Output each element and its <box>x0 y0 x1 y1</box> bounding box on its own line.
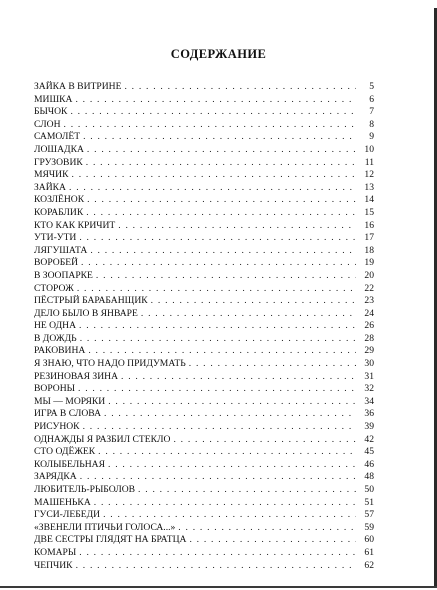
toc-entry-title: ЗАРЯДКА <box>34 471 77 483</box>
toc-entry-page-number: 61 <box>364 546 374 558</box>
toc-entry-page-number: 57 <box>364 509 374 521</box>
toc-entry <box>34 270 374 283</box>
toc-dot-leader <box>94 497 356 510</box>
toc-entry <box>34 182 374 195</box>
toc-entry <box>34 547 374 560</box>
toc-entry-title: МЯЧИК <box>34 169 69 181</box>
toc-entry <box>34 333 374 346</box>
toc-entry-title: СТО ОДЁЖЕК <box>34 446 96 458</box>
toc-entry-title: ДВЕ СЕСТРЫ ГЛЯДЯТ НА БРАТЦА <box>34 534 187 546</box>
toc-entry-page-number: 29 <box>364 345 374 357</box>
toc-dot-leader <box>108 459 356 472</box>
toc-dot-leader <box>151 295 356 308</box>
toc-entry-title: РИСУНОК <box>34 421 80 433</box>
toc-dot-leader <box>87 144 356 157</box>
toc-entry-title: ЗАЙКА <box>34 181 66 193</box>
toc-entry <box>34 81 374 94</box>
toc-entry-page-number: 36 <box>364 408 374 420</box>
toc-entry <box>34 446 374 459</box>
toc-dot-leader <box>103 509 356 522</box>
toc-entry-title: КОМАРЫ <box>34 546 77 558</box>
toc-entry <box>34 232 374 245</box>
toc-entry-title: РАКОВИНА <box>34 345 86 357</box>
toc-entry-title: ГРУЗОВИК <box>34 156 83 168</box>
toc-entry-title: МАШЕНЬКА <box>34 496 91 508</box>
toc-dot-leader <box>87 194 356 207</box>
toc-entry-title: ИГРА В СЛОВА <box>34 408 102 420</box>
toc-entry-title: ВОРОНЫ <box>34 383 76 395</box>
toc-entry-page-number: 46 <box>364 458 374 470</box>
toc-entry-page-number: 12 <box>364 169 374 181</box>
toc-dot-leader <box>76 560 356 573</box>
toc-entry-title: ЛЯГУШАТА <box>34 244 88 256</box>
toc-entry-page-number: 7 <box>369 106 374 118</box>
toc-dot-leader <box>96 270 356 283</box>
toc-entry <box>34 459 374 472</box>
toc-dot-leader <box>77 283 356 296</box>
toc-entry-title: РЕЗИНОВАЯ ЗИНА <box>34 370 119 382</box>
toc-entry-page-number: 59 <box>364 521 374 533</box>
toc-entry-title: ВОРОБЕЙ <box>34 257 79 269</box>
toc-entry <box>34 358 374 371</box>
toc-entry <box>34 434 374 447</box>
toc-entry-page-number: 51 <box>364 496 374 508</box>
toc-entry-title: «ЗВЕНЕЛИ ПТИЧЬИ ГОЛОСА...» <box>34 521 176 533</box>
page-edge-bottom <box>0 586 437 588</box>
toc-entry <box>34 131 374 144</box>
toc-dot-leader <box>121 371 356 384</box>
toc-entry <box>34 257 374 270</box>
toc-entry <box>34 320 374 333</box>
toc-entry <box>34 220 374 233</box>
toc-entry-title: Я ЗНАЮ, ЧТО НАДО ПРИДУМАТЬ <box>34 358 186 370</box>
toc-entry-title: ДЕЛО БЫЛО В ЯНВАРЕ <box>34 307 138 319</box>
toc-entry-page-number: 62 <box>364 559 374 571</box>
toc-entry-page-number: 16 <box>364 219 374 231</box>
table-of-contents <box>34 81 374 572</box>
toc-entry-title: СТОРОЖ <box>34 282 74 294</box>
toc-dot-leader <box>108 396 356 409</box>
toc-entry <box>34 169 374 182</box>
toc-entry-page-number: 50 <box>364 484 374 495</box>
toc-dot-leader <box>83 131 356 144</box>
toc-entry-page-number: 19 <box>364 257 374 269</box>
toc-entry <box>34 497 374 510</box>
toc-entry-title: МЫ — МОРЯКИ <box>34 395 106 407</box>
toc-entry <box>34 283 374 296</box>
toc-entry-title: БЫЧОК <box>34 106 68 118</box>
toc-entry-page-number: 26 <box>364 320 374 332</box>
toc-entry-page-number: 28 <box>364 332 374 344</box>
toc-entry <box>34 421 374 434</box>
toc-entry-page-number: 11 <box>364 156 374 168</box>
toc-entry-page-number: 24 <box>364 307 374 319</box>
toc-dot-leader <box>189 534 356 547</box>
toc-dot-leader <box>70 106 356 119</box>
toc-entry-title: МИШКА <box>34 93 73 105</box>
toc-dot-leader <box>83 421 356 434</box>
toc-entry <box>34 119 374 132</box>
toc-entry <box>34 396 374 409</box>
toc-dot-leader <box>124 81 356 94</box>
toc-entry-page-number: 13 <box>364 181 374 193</box>
toc-dot-leader <box>88 345 356 358</box>
toc-entry <box>34 383 374 396</box>
toc-entry-page-number: 17 <box>364 232 374 244</box>
toc-entry-title: КТО КАК КРИЧИТ <box>34 219 116 231</box>
toc-dot-leader <box>80 333 356 346</box>
toc-entry-title: КОРАБЛИК <box>34 206 84 218</box>
toc-entry <box>34 371 374 384</box>
toc-entry-page-number: 8 <box>369 118 374 130</box>
toc-entry-title: НЕ ОДНА <box>34 320 77 332</box>
toc-dot-leader <box>80 471 356 484</box>
toc-entry-page-number: 15 <box>364 206 374 218</box>
toc-entry <box>34 534 374 547</box>
toc-entry <box>34 509 374 522</box>
toc-entry-page-number: 39 <box>364 421 374 433</box>
toc-entry <box>34 522 374 535</box>
toc-dot-leader <box>81 257 356 270</box>
toc-entry <box>34 207 374 220</box>
toc-entry-page-number: 60 <box>364 534 374 546</box>
toc-entry-title: ЛОШАДКА <box>34 143 84 155</box>
toc-entry-title: ГУСИ-ЛЕБЕДИ <box>34 509 101 521</box>
toc-entry-page-number: 10 <box>364 143 374 155</box>
toc-entry-title: ОДНАЖДЫ Я РАЗБИЛ СТЕКЛО <box>34 433 171 445</box>
toc-entry-title: ЛЮБИТЕЛЬ-РЫБОЛОВ <box>34 484 136 495</box>
toc-dot-leader <box>104 408 356 421</box>
toc-entry-page-number: 48 <box>364 471 374 483</box>
toc-entry <box>34 245 374 258</box>
toc-entry-page-number: 32 <box>364 383 374 395</box>
toc-entry-page-number: 6 <box>369 93 374 105</box>
toc-dot-leader <box>78 383 356 396</box>
toc-entry-page-number: 31 <box>364 370 374 382</box>
toc-entry-title: ЧЕПЧИК <box>34 559 73 571</box>
toc-entry-page-number: 5 <box>369 81 374 92</box>
toc-entry <box>34 157 374 170</box>
toc-entry <box>34 194 374 207</box>
toc-dot-leader <box>86 157 356 170</box>
toc-dot-leader <box>79 320 356 333</box>
toc-entry-page-number: 42 <box>364 433 374 445</box>
toc-entry-title: КОЗЛЁНОК <box>34 194 85 206</box>
toc-entry <box>34 560 374 573</box>
toc-entry-title: В ДОЖДЬ <box>34 332 77 344</box>
toc-entry-title: ЗАЙКА В ВИТРИНЕ <box>34 81 122 92</box>
toc-entry <box>34 295 374 308</box>
toc-entry <box>34 408 374 421</box>
toc-dot-leader <box>69 182 356 195</box>
toc-entry <box>34 106 374 119</box>
toc-dot-leader <box>173 434 356 447</box>
toc-entry-title: ПЁСТРЫЙ БАРАБАНЩИК <box>34 295 148 307</box>
toc-dot-leader <box>98 446 356 459</box>
toc-dot-leader <box>141 308 356 321</box>
toc-entry <box>34 308 374 321</box>
toc-dot-leader <box>64 119 356 132</box>
toc-entry-page-number: 34 <box>364 395 374 407</box>
toc-entry <box>34 345 374 358</box>
toc-entry-page-number: 23 <box>364 295 374 307</box>
page-title: СОДЕРЖАНИЕ <box>170 47 267 61</box>
toc-dot-leader <box>118 220 356 233</box>
toc-entry-page-number: 45 <box>364 446 374 458</box>
toc-entry-title: В ЗООПАРКЕ <box>34 269 93 281</box>
toc-entry-page-number: 20 <box>364 269 374 281</box>
toc-entry-title: УТИ-УТИ <box>34 232 77 244</box>
toc-entry-page-number: 30 <box>364 358 374 370</box>
toc-dot-leader <box>178 522 356 535</box>
toc-entry-title: КОЛЫБЕЛЬНАЯ <box>34 458 105 470</box>
toc-dot-leader <box>79 232 356 245</box>
toc-dot-leader <box>189 358 356 371</box>
toc-entry-page-number: 18 <box>364 244 374 256</box>
toc-dot-leader <box>90 245 356 258</box>
toc-dot-leader <box>79 547 356 560</box>
toc-dot-leader <box>138 484 356 497</box>
toc-entry-title: САМОЛЁТ <box>34 131 81 143</box>
toc-entry <box>34 471 374 484</box>
toc-dot-leader <box>86 207 356 220</box>
toc-entry <box>34 144 374 157</box>
toc-entry <box>34 94 374 107</box>
toc-entry-title: СЛОН <box>34 118 61 130</box>
toc-dot-leader <box>72 169 357 182</box>
toc-entry <box>34 484 374 497</box>
toc-entry-page-number: 14 <box>364 194 374 206</box>
toc-entry-page-number: 9 <box>369 131 374 143</box>
toc-dot-leader <box>75 94 356 107</box>
toc-entry-page-number: 22 <box>364 282 374 294</box>
